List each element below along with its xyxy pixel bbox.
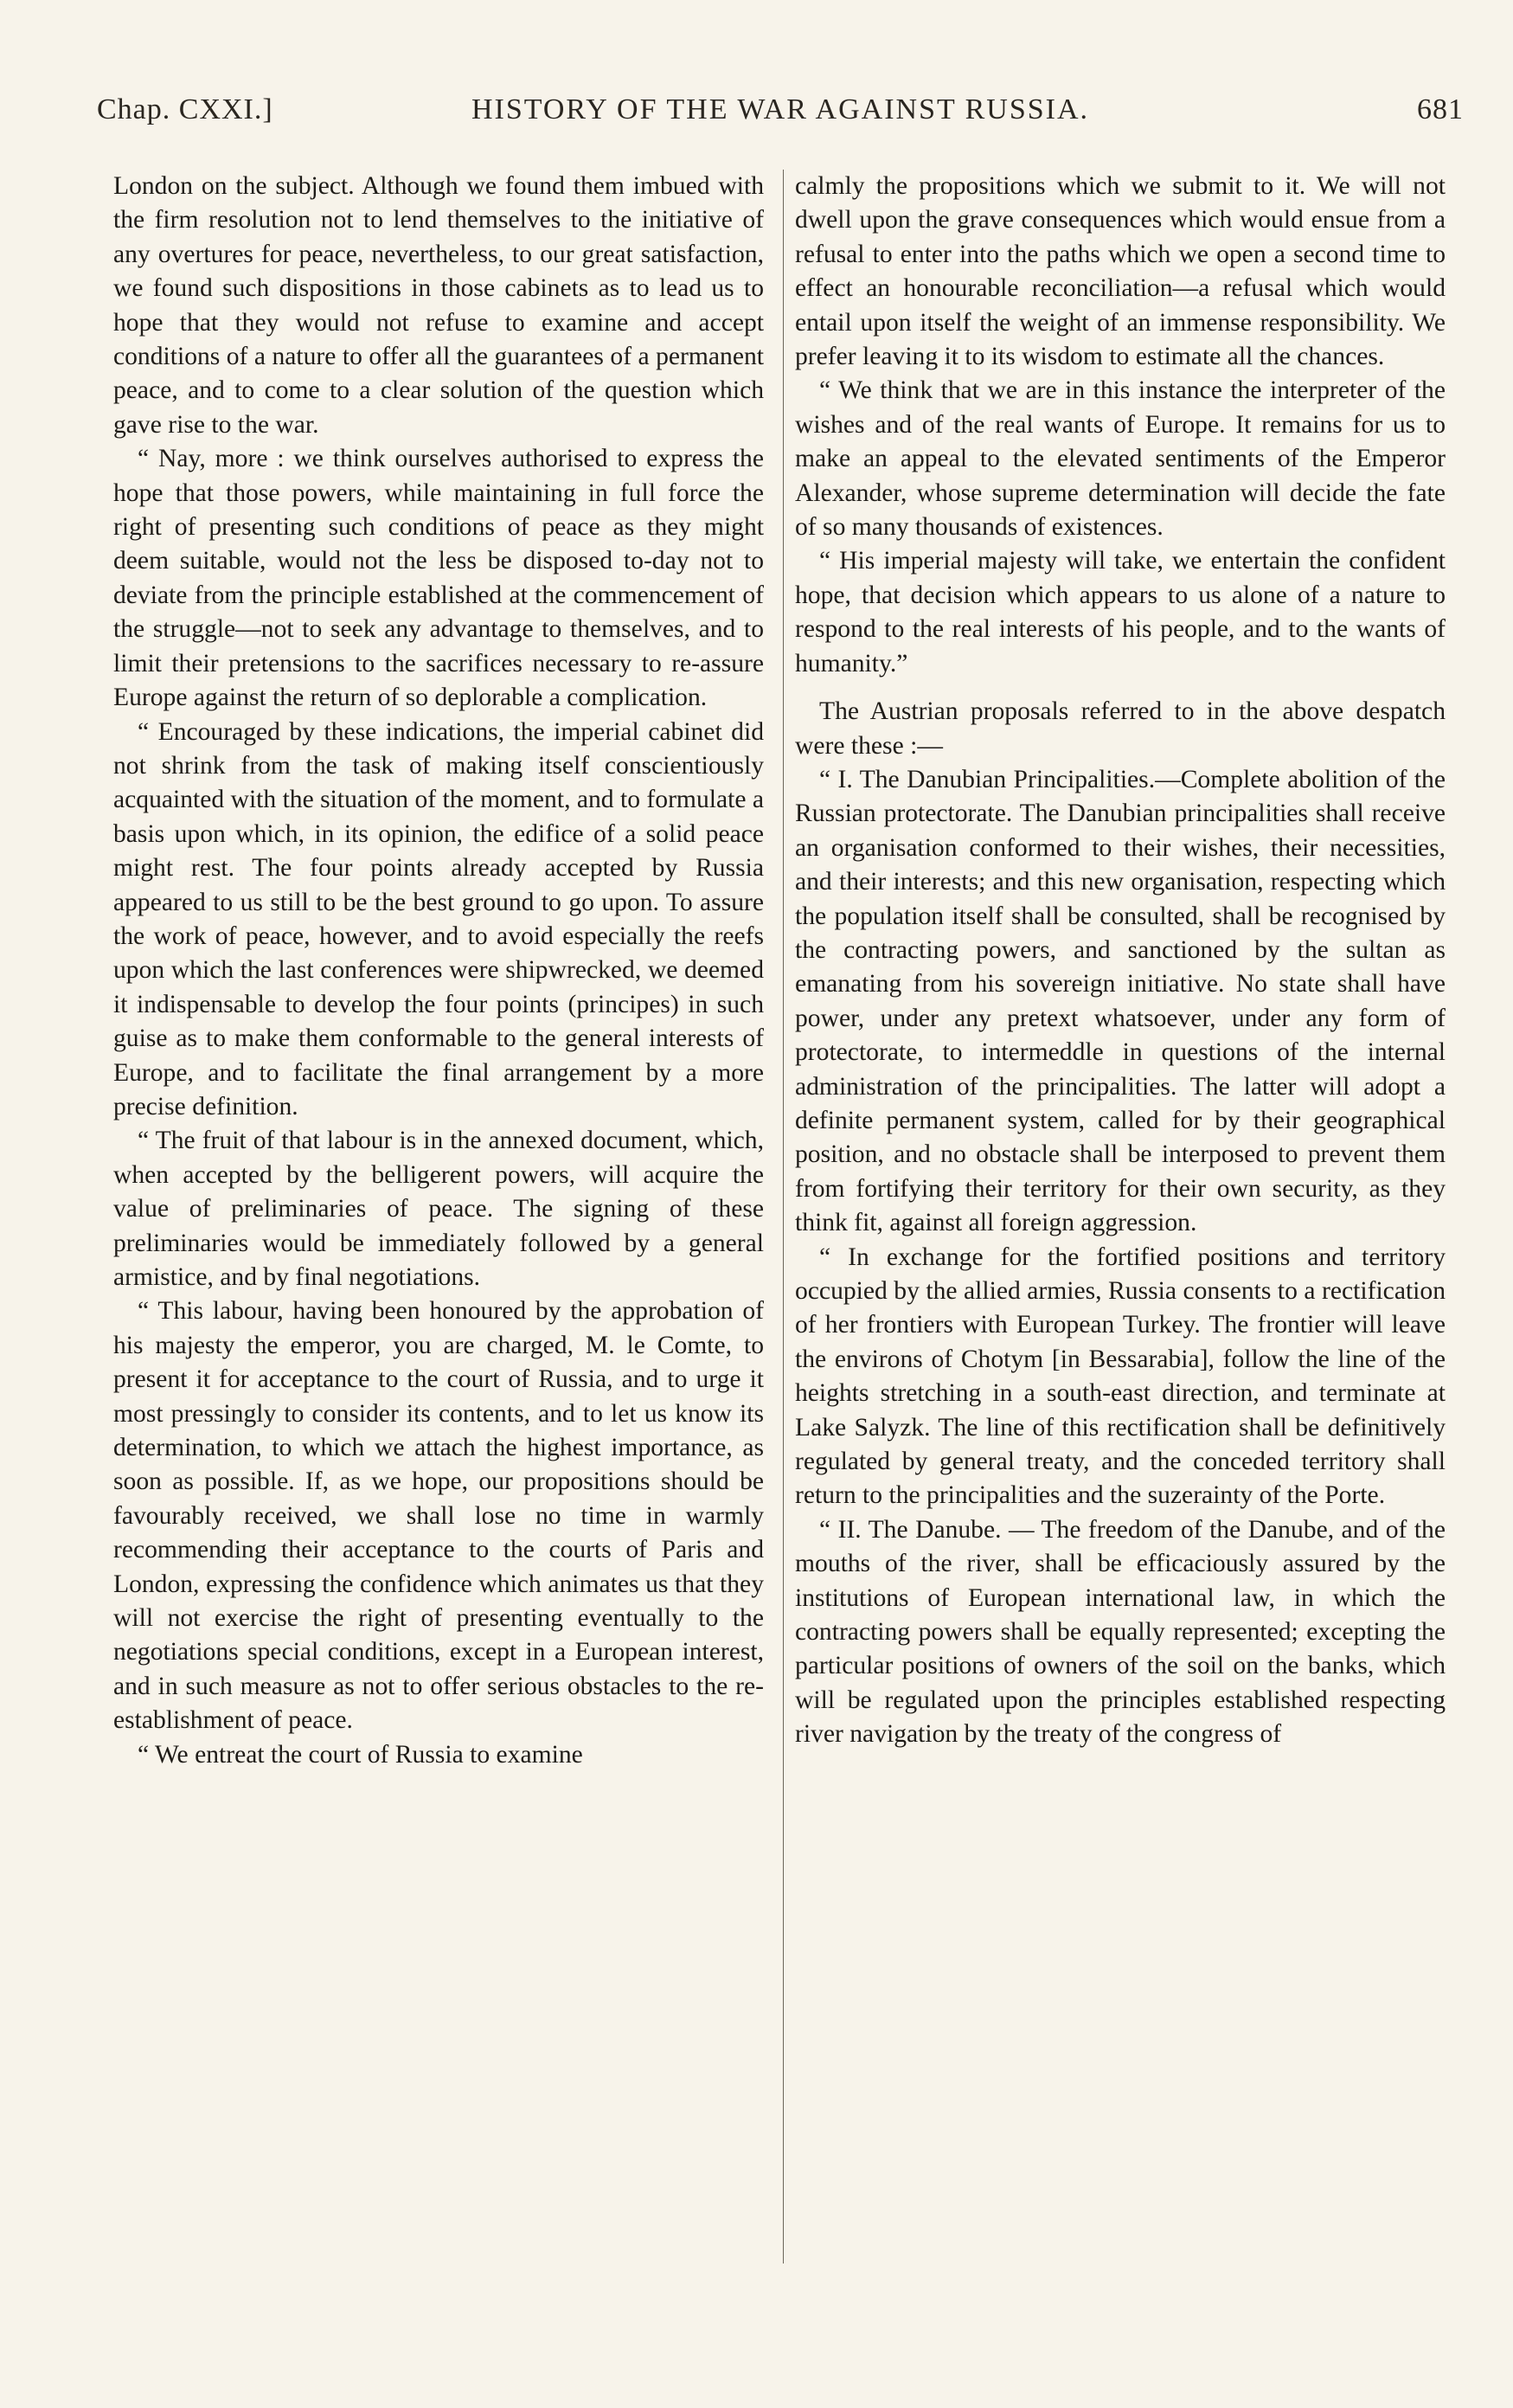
paragraph: “ II. The Danube. — The freedom of the Danube, and of the mouths of the river, shall be efficaciously assured by the institutions of European international law, in which the contracting powers shall be equally represented; excepting the particular positions of owners of the soil on the banks, which will be regulated upon the principles established respecting river navigation by the treaty of the congress of: [795, 1515, 1446, 1749]
running-title: HISTORY OF THE WAR AGAINST RUSSIA.: [471, 93, 1090, 125]
paragraph: “ His imperial majesty will take, we entertain the confident hope, that decision which appears to us alone of a nature to respond to the real interests of his people, and to the wants of humanity.”: [795, 547, 1446, 677]
paragraph: “ I. The Danubian Principalities.—Complete abolition of the Russian protectorate. The Danubian principalities shall receive an organisation conformed to their wishes, their necessities, and their interests; and this new organisation, respecting which the population itself shall be consulted, shall be recognised by the contracting powers, and sanctioned by the sultan as emanating from his sovereign initiative. No state shall have power, under any pretext whatsoever, under any form of protectorate, to intermeddle in questions of the internal administration of the principalities. The latter will adopt a definite permanent system, called for by their geographical position, and no obstacle shall be interposed to prevent them from fortifying their territory for their own security, as they think fit, against all foreign aggression.: [795, 765, 1446, 1237]
paragraph: “ In exchange for the fortified positions and territory occupied by the allied armies, Russia consents to a rectification of her frontiers with European Turkey. The frontier will leave the environs of Chotym [in Bessarabia], follow the line of the heights stretching in a south-east direction, and terminate at Lake Salyzk. The line of this rectification shall be definitively regulated by general treaty, and the conceded territory shall return to the principalities and the suzerainty of the Porte.: [795, 1243, 1446, 1510]
right-column: [795, 170, 1446, 1752]
chapter-label: Chap. CXXI.]: [97, 93, 273, 125]
paragraph: “ Encouraged by these indications, the imperial cabinet did not shrink from the task of making itself conscientiously acquainted with the situation of the moment, and to formulate a basis upon which, in its opinion, the edifice of a solid peace might rest. The four points already accepted by Russia appeared to us still to be the best ground to go upon. To assure the work of peace, however, and to avoid especially the reefs upon which the last conferences were shipwrecked, we deemed it indispensable to develop the four points (principes) in such guise as to make them conformable to the general interests of Europe, and to facilitate the final arrangement by a more precise definition.: [113, 717, 764, 1121]
paragraph: “ The fruit of that labour is in the annexed document, which, when accepted by the belligerent powers, will acquire the value of preliminaries of peace. The signing of these preliminaries would be immediately followed by a general armistice, and by final negotiations.: [113, 1127, 764, 1291]
paragraph: “ We think that we are in this instance the interpreter of the wishes and of the real wants of Europe. It remains for us to make an appeal to the elevated sentiments of the Emperor Alexander, whose supreme determination will decide the fate of so many thousands of existences.: [795, 376, 1446, 542]
running-header: [97, 93, 1464, 145]
page-number: 681: [1417, 93, 1464, 125]
paragraph: The Austrian proposals referred to in the above despatch were these :—: [795, 697, 1446, 760]
paragraph: “ We entreat the court of Russia to examine: [138, 1740, 583, 1769]
left-column: [113, 170, 764, 1772]
paragraph: “ Nay, more : we think ourselves authorised to express the hope that those powers, while maintaining in full force the right of presenting such conditions of peace as they might deem suitable, would not the less be disposed to-day not to deviate from the principle established at the commencement of the struggle—not to seek any advantage to themselves, and to limit their pretensions to the sacrifices necessary to re-assure Europe against the return of so deplorable a complication.: [113, 445, 764, 712]
paragraph: “ This labour, having been honoured by the approbation of his majesty the emperor, you are charged, M. le Comte, to present it for acceptance to the court of Russia, and to urge it most pressingly to consider its contents, and to let us know its determination, to which we attach the highest importance, as soon as possible. If, as we hope, our propositions should be favourably received, we shall lose no time in warmly recommending their acceptance to the courts of Paris and London, expressing the confidence which animates us that they will not exercise the right of presenting eventually to the negotiations special conditions, except in a European interest, and in such measure as not to offer serious obstacles to the re-establishment of peace.: [113, 1297, 764, 1735]
paragraph: calmly the propositions which we submit to it. We will not dwell upon the grave consequences which would ensue from a refusal to enter into the paths which we open a second time to effect an honourable reconciliation—a refusal which would entail upon itself the weight of an immense responsibility. We prefer leaving it to its wisdom to estimate all the chances.: [795, 172, 1446, 371]
paragraph: London on the subject. Although we found them imbued with the firm resolution not to lend themselves to the initiative of any overtures for peace, nevertheless, to our great satisfaction, we found such dispositions in those cabinets as to lead us to hope that they would not refuse to examine and accept conditions of a nature to offer all the guarantees of a permanent peace, and to come to a clear solution of the question which gave rise to the war.: [113, 172, 764, 439]
column-divider: [783, 170, 784, 2264]
